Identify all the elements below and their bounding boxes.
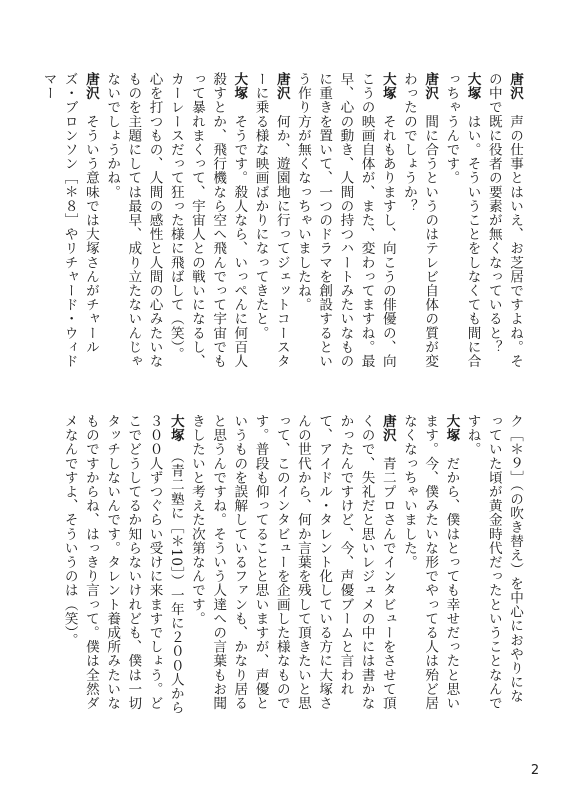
- upper-text-tier: [40, 72, 525, 374]
- speaker-name: 唐沢: [273, 72, 290, 101]
- speaker-name: 唐沢: [507, 72, 523, 101]
- dialogue-text: （青二塾に［＊10］）一年に２００人から３００人ずつぐらい受けに来ますでしょう。どこでどうしてるか知らないけれども、僕は一切タッチしないんです。タレント養成所みたいなものですからね、はっきり言って。僕は全然ダメなんですよ、そういうのは（笑）。: [61, 414, 184, 715]
- speaker-name: 大塚: [167, 414, 184, 443]
- dialogue-text: そうです。殺人なら、いっぺんに何百人殺すとか、飛行機なら空へ飛んでって宇宙でもって暴れまくって、宇宙人との戦いになるし、カーレースだって狂った様に飛ばして（笑）。心を打つもの、人間の感性と人間の心みたいなものを主題にしては最早、成り立たないんじゃないでしょうかね。: [104, 72, 248, 369]
- speaker-name: 大塚: [379, 72, 396, 101]
- dialogue-paragraph: [101, 72, 249, 374]
- page-number: 2: [530, 763, 540, 778]
- speaker-name: 唐沢: [379, 414, 396, 443]
- dialogue-text: 間に合うというのはテレビ自体の質が変わったのでしょうか？: [400, 72, 439, 369]
- dialogue-text: だから、僕はとっても幸せだったと思います。今、僕みたいな形でやってる人は殆ど居なくなっちゃいました。: [400, 414, 460, 711]
- dialogue-paragraph: [59, 414, 186, 716]
- dialogue-paragraph: [398, 414, 462, 716]
- dialogue-paragraph: [37, 72, 101, 374]
- speaker-name: 唐沢: [82, 72, 99, 101]
- dialogue-text: そういう意味では大塚さんがチャールズ・ブロンソン［＊８］やリチャード・ウィドマー: [40, 72, 99, 369]
- dialogue-text: 青二プロさんでインタビューをさせて頂くので、失礼だと思いレジュメの中には書かなかったんですけど、今、声優ブームと言われて、アイドル・タレント化している方に大塚さんの世代から、何か言葉を残して頂きたいと思って、このインタビューを企画した様なものです。普段も仰ってることと思いますが、声優というものを誤解しているファンも、かなり居ると思うんですね。そういう人達への言葉もお聞きしたいと考えた次第なんです。: [188, 414, 396, 711]
- lower-text-tier: [61, 414, 525, 716]
- dialogue-paragraph: [186, 414, 398, 716]
- dialogue-paragraph: [398, 72, 440, 374]
- speaker-name: 大塚: [443, 414, 460, 443]
- dialogue-paragraph: [483, 72, 525, 374]
- dialogue-paragraph: [292, 72, 398, 374]
- speaker-name: 大塚: [231, 72, 248, 101]
- speaker-name: 大塚: [464, 72, 481, 101]
- dialogue-text: それもありますし、向こうの俳優の、向こうの映画自体が、また、変わってますね。最早、心の動き、人間の持つハートみたいなものに重きを置いて、一つのドラマを創設するという作り方が無くなっちゃいましたね。: [294, 72, 396, 369]
- dialogue-paragraph: [249, 72, 291, 374]
- dialogue-text: ク［＊９］（の吹き替え）を中心におやりになっていた頃が黄金時代だったということなんですね。: [464, 414, 523, 711]
- speaker-name: 唐沢: [422, 72, 439, 101]
- dialogue-text: 何か、遊園地に行ってジェットコースターに乗る様な映画ばかりになってきたと。: [252, 72, 290, 369]
- dialogue-text: はい。そういうことをしなくても間に合っちゃうんです。: [443, 72, 481, 369]
- dialogue-text: 声の仕事とはいえ、お芝居ですよね。その中で既に役者の要素が無くなっていると？: [485, 72, 523, 369]
- dialogue-paragraph: [440, 72, 482, 374]
- dialogue-paragraph: [461, 414, 525, 716]
